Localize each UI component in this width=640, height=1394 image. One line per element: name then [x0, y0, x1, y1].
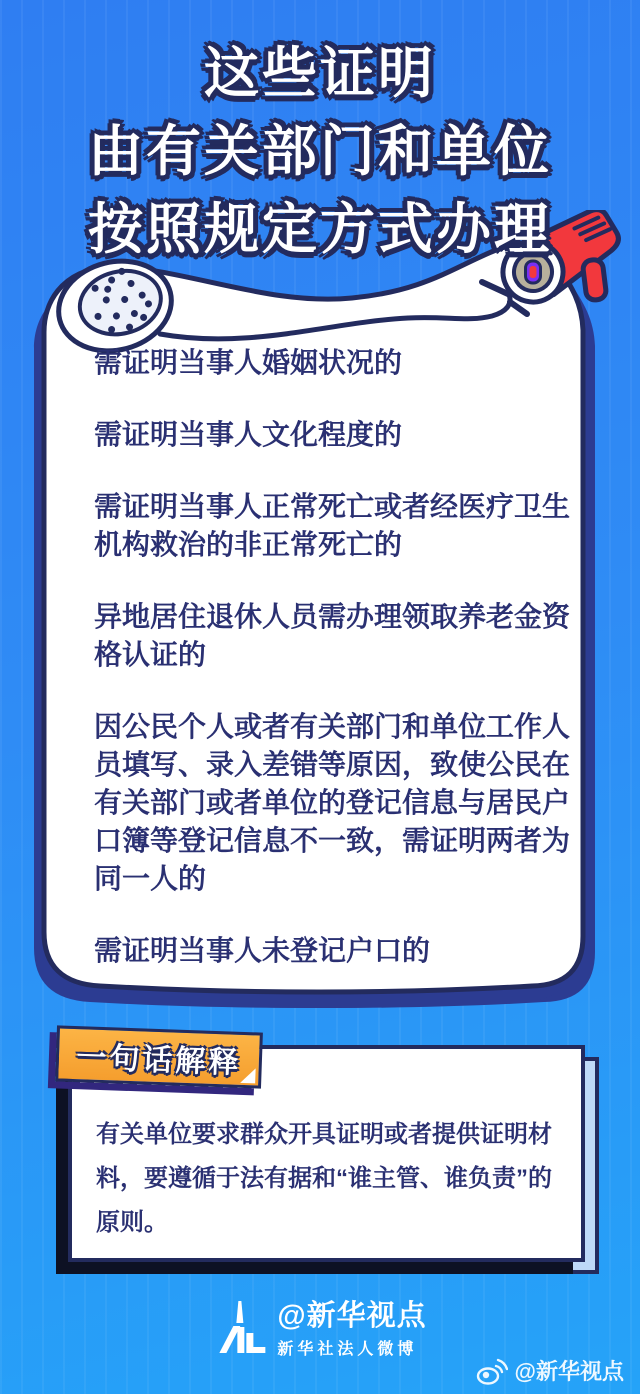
footer-text — [277, 1300, 426, 1359]
list-item: 因公民个人或者有关部门和单位工作人员填写、录入差错等原因，致使公民在有关部门或者单位的登记信息与居民户口簿等登记信息不一致，需证明两者为同一人的 — [94, 711, 571, 894]
explanation-text: 有关单位要求群众开具证明或者提供证明材料，要遵循于法有据和“谁主管、谁负责”的原则。 — [96, 1121, 552, 1236]
footer-account-handle: @新华视点 — [277, 1300, 427, 1332]
title-line-1: 这些证明 — [203, 42, 436, 104]
explanation-badge-label: 一句话解释 — [75, 1041, 242, 1080]
title-line-3: 按照规定方式办理 — [87, 198, 552, 260]
certificate-list — [94, 344, 586, 1004]
xinhua-monument-icon — [213, 1301, 267, 1359]
weibo-icon — [476, 1357, 508, 1385]
list-item: 异地居住退休人员需办理领取养老金资格认证的 — [94, 601, 571, 670]
list-item: 需证明当事人正常死亡或者经医疗卫生机构救治的非正常死亡的 — [94, 491, 571, 560]
watermark-label: @新华视点 — [514, 1359, 624, 1384]
title-line-2: 由有关部门和单位 — [87, 120, 552, 182]
weibo-watermark — [476, 1355, 624, 1386]
explanation-badge — [55, 1025, 263, 1088]
page-title — [0, 34, 640, 268]
list-item: 需证明当事人未登记户口的 — [94, 935, 431, 966]
badge-fold-corner-icon — [240, 1068, 256, 1084]
footer-account-subtitle: 新华社法人微博 — [277, 1341, 418, 1358]
list-item: 需证明当事人文化程度的 — [94, 419, 403, 450]
footer-account-lockup — [213, 1300, 426, 1359]
list-item: 需证明当事人婚姻状况的 — [94, 347, 403, 378]
